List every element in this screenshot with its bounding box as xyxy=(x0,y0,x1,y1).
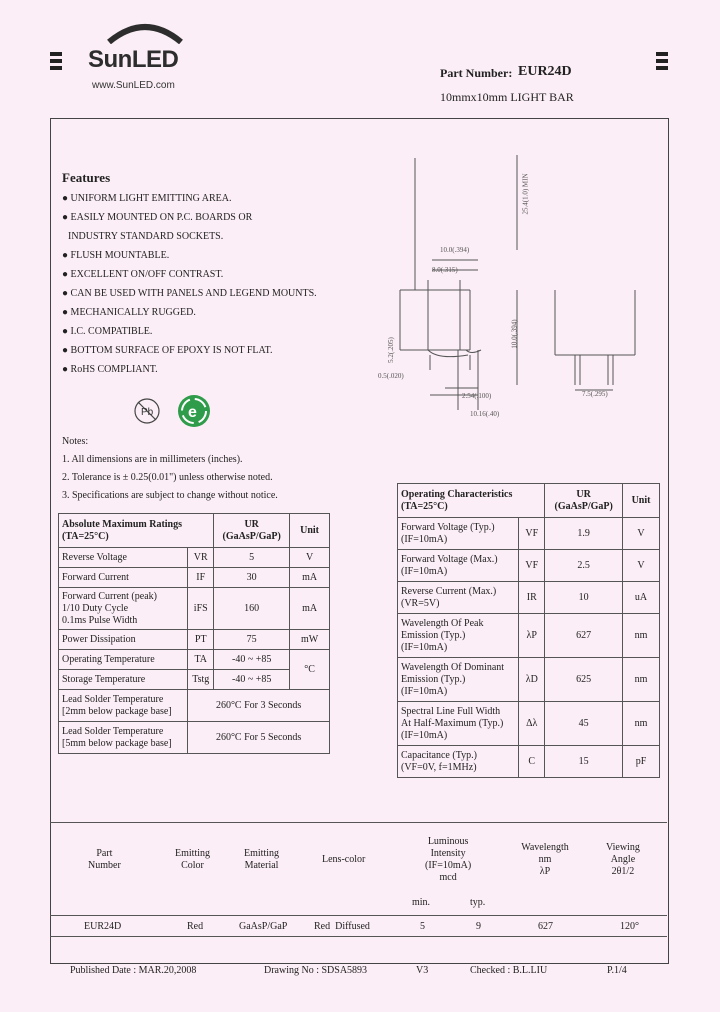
bullet-icon: ● xyxy=(62,193,69,204)
op-char-title: Operating Characteristics (TA=25°C) xyxy=(398,484,545,518)
feature-item: INDUSTRY STANDARD SOCKETS. xyxy=(68,231,224,242)
op-char-table xyxy=(397,483,660,778)
rohs-recycle-icon xyxy=(176,393,212,429)
bullet-icon: ● xyxy=(62,307,69,318)
bullet-icon: ● xyxy=(62,269,69,280)
pb-free-icon xyxy=(132,396,162,426)
dim-label: 5.2(.205) xyxy=(386,337,395,363)
abs-max-table xyxy=(58,513,330,754)
table-row: Forward Current (peak) 1/10 Duty Cycle 0.1ms Pulse Width iFS 160 mA xyxy=(59,588,330,630)
feature-item: ● UNIFORM LIGHT EMITTING AREA. xyxy=(62,193,232,204)
row-lens: Red Diffused xyxy=(314,921,370,932)
table-row: Wavelength Of Peak Emission (Typ.) (IF=10mA) λP 627 nm xyxy=(398,614,660,658)
row-part: EUR24D xyxy=(84,921,122,932)
recycle-label: e xyxy=(188,404,197,421)
col-emitting-material: Emitting Material xyxy=(244,848,279,871)
col-viewing-angle: Viewing Angle 2θ1/2 xyxy=(606,842,640,877)
col-part-number: Part Number xyxy=(88,848,121,871)
row-angle: 120° xyxy=(620,921,639,932)
brand-website[interactable]: www.SunLED.com xyxy=(92,80,175,91)
table-row: Operating Temperature TA -40 ~ +85 °C xyxy=(59,650,330,670)
feature-item: ● FLUSH MOUNTABLE. xyxy=(62,250,170,261)
feature-item: ● BOTTOM SURFACE OF EPOXY IS NOT FLAT. xyxy=(62,345,273,356)
feature-item: ● I.C. COMPATIBLE. xyxy=(62,326,153,337)
table-row: Storage Temperature Tstg -40 ~ +85 xyxy=(59,670,330,690)
package-drawing xyxy=(370,150,650,440)
table-row: Forward Voltage (Typ.) (IF=10mA) VF 1.9 V xyxy=(398,518,660,550)
divider xyxy=(50,936,667,937)
footer-page: P.1/4 xyxy=(607,965,627,976)
table-row: Power Dissipation PT 75 mW xyxy=(59,630,330,650)
bullet-icon: ● xyxy=(62,288,69,299)
note-item: 3. Specifications are subject to change without notice. xyxy=(62,490,278,501)
header-bars-left xyxy=(50,52,62,73)
feature-item: ● EXCELLENT ON/OFF CONTRAST. xyxy=(62,269,224,280)
divider xyxy=(50,822,667,823)
op-char-col-unit: Unit xyxy=(623,484,660,518)
dim-label: 0.5(.020) xyxy=(378,372,404,380)
table-row: Wavelength Of Dominant Emission (Typ.) (IF=10mA) λD 625 nm xyxy=(398,658,660,702)
dim-label: 7.5(.295) xyxy=(582,390,608,398)
feature-item: ● EASILY MOUNTED ON P.C. BOARDS OR xyxy=(62,212,253,223)
col-luminous-intensity: Luminous Intensity (IF=10mA) mcd xyxy=(425,836,472,883)
table-row: Capacitance (Typ.) (VF=0V, f=1MHz) C 15 pF xyxy=(398,746,660,778)
dim-label: 10.0(.394) xyxy=(510,319,519,349)
feature-item: ● MECHANICALLY RUGGED. xyxy=(62,307,196,318)
bullet-icon: ● xyxy=(62,364,69,375)
dim-label: 8.0(.315) xyxy=(432,266,458,274)
footer-published: Published Date : MAR.20,2008 xyxy=(70,965,197,976)
dim-label: 10.16(.40) xyxy=(470,410,500,418)
abs-max-col-ur: UR (GaAsP/GaP) xyxy=(214,514,290,548)
sub-min: min. xyxy=(412,897,431,908)
row-material: GaAsP/GaP xyxy=(239,921,288,932)
logo-arc-icon xyxy=(105,18,185,44)
part-description: 10mmx10mm LIGHT BAR xyxy=(440,90,574,104)
note-item: 1. All dimensions are in millimeters (inches). xyxy=(62,454,243,465)
row-color: Red xyxy=(187,921,204,932)
table-row: Spectral Line Full Width At Half-Maximum (Typ.) (IF=10mA) Δλ 45 nm xyxy=(398,702,660,746)
footer-drawing: Drawing No : SDSA5893 xyxy=(264,965,368,976)
col-wavelength: Wavelength nm λP xyxy=(521,842,569,877)
table-row: Forward Current IF 30 mA xyxy=(59,568,330,588)
brand-logo: SunLED xyxy=(88,46,179,73)
op-char-col-ur: UR (GaAsP/GaP) xyxy=(545,484,623,518)
divider xyxy=(50,915,667,916)
footer-version: V3 xyxy=(416,965,429,976)
table-row: Forward Voltage (Max.) (IF=10mA) VF 2.5 V xyxy=(398,550,660,582)
part-number-label: Part Number: xyxy=(440,66,513,80)
features-title: Features xyxy=(62,170,111,185)
bullet-icon: ● xyxy=(62,212,69,223)
abs-max-col-unit: Unit xyxy=(290,514,330,548)
footer-checked: Checked : B.L.LIU xyxy=(470,965,548,976)
note-item: 2. Tolerance is ± 0.25(0.01") unless otherwise noted. xyxy=(62,472,273,483)
part-number: EUR24D xyxy=(518,64,572,79)
notes-title: Notes: xyxy=(62,436,89,447)
table-row: Reverse Current (Max.) (VR=5V) IR 10 uA xyxy=(398,582,660,614)
bullet-icon: ● xyxy=(62,345,69,356)
header-bars-right xyxy=(656,52,668,73)
col-emitting-color: Emitting Color xyxy=(175,848,210,871)
pb-free-label: Pb xyxy=(141,407,154,418)
row-min: 5 xyxy=(420,921,425,932)
table-row: Lead Solder Temperature [2mm below package base] 260°C For 3 Seconds xyxy=(59,690,330,722)
sub-typ: typ. xyxy=(470,897,486,908)
dim-label: 25.4(1.0) MIN xyxy=(521,173,530,215)
row-wavelength: 627 xyxy=(538,921,553,932)
table-row: Reverse Voltage VR 5 V xyxy=(59,548,330,568)
feature-item: ● RoHS COMPLIANT. xyxy=(62,364,158,375)
table-row: Lead Solder Temperature [5mm below package base] 260°C For 5 Seconds xyxy=(59,722,330,754)
bullet-icon: ● xyxy=(62,250,69,261)
row-typ: 9 xyxy=(476,921,481,932)
bullet-icon: ● xyxy=(62,326,69,337)
col-lens-color: Lens-color xyxy=(322,854,366,865)
abs-max-title: Absolute Maximum Ratings (TA=25°C) xyxy=(59,514,214,548)
feature-item: ● CAN BE USED WITH PANELS AND LEGEND MOUNTS. xyxy=(62,288,317,299)
dim-label: 10.0(.394) xyxy=(440,246,470,254)
dim-label: 2.54(.100) xyxy=(462,392,492,400)
